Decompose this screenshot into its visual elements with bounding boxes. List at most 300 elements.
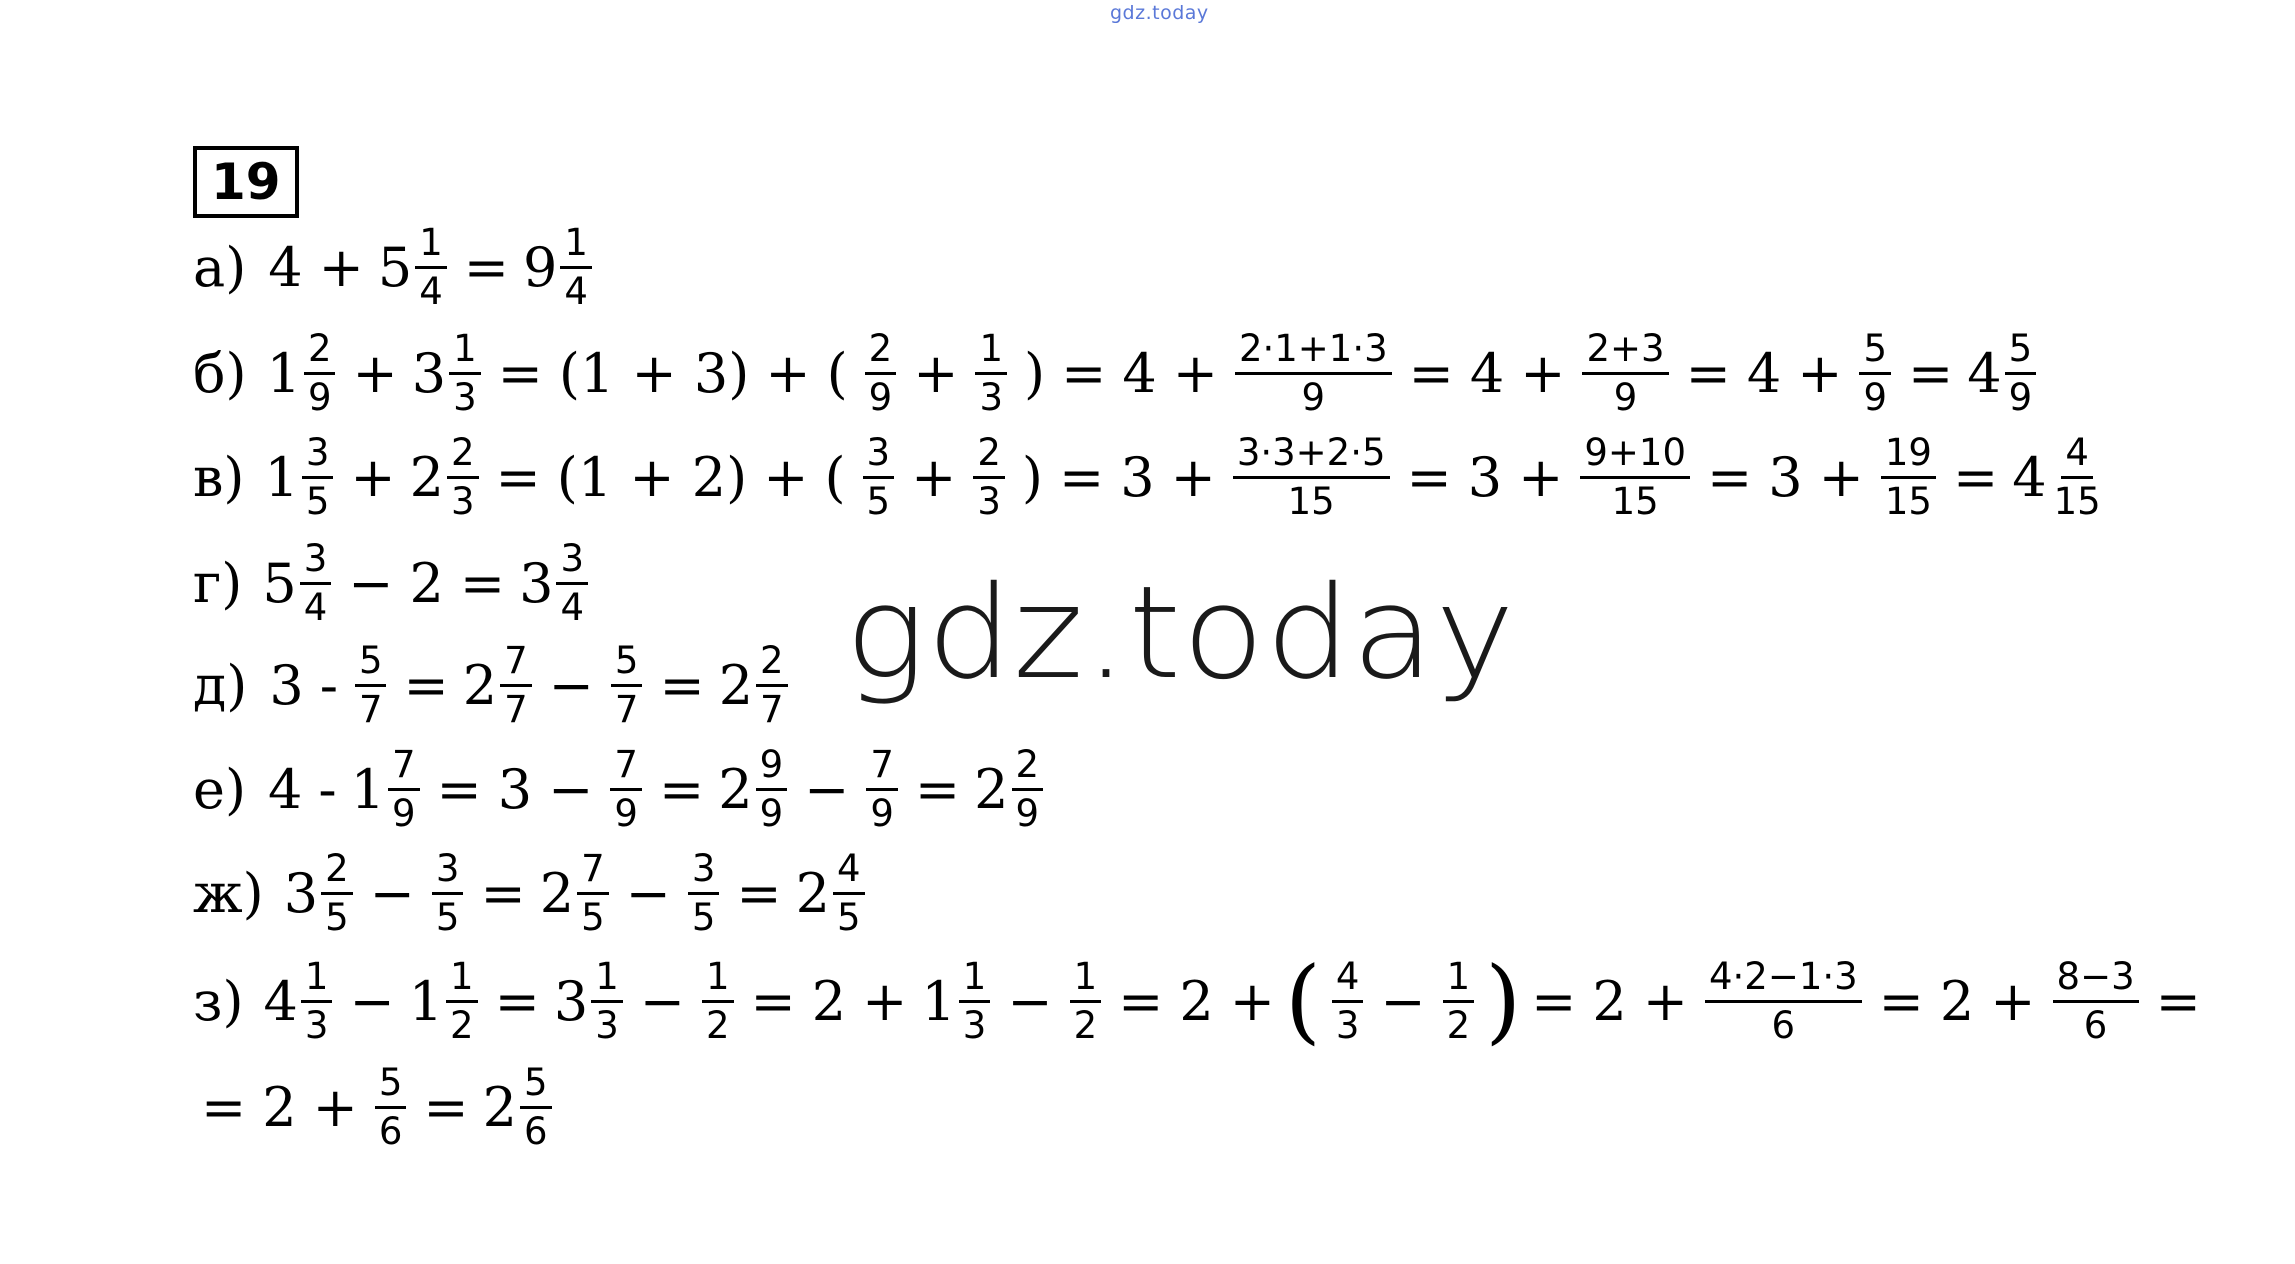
math-token: ) [1024,341,1046,405]
fraction-body [375,1062,407,1152]
fraction-body [432,848,464,938]
math-token: = [1406,445,1452,509]
fraction [2044,956,2148,1046]
math-token: 2 [409,551,444,615]
equation-line [193,212,601,322]
fraction [964,432,1014,522]
math-token: + [1818,445,1864,509]
denominator: 5 [325,895,349,939]
numerator: 2+3 [1582,328,1668,374]
fraction-body [1582,328,1668,418]
numerator: 4 [833,848,865,894]
fraction-body [300,538,332,628]
fraction-body [610,744,642,834]
math-token: − [804,757,850,821]
math-token: − [349,969,395,1033]
mixed-number [258,432,342,522]
fraction [1226,328,1401,418]
fraction-body [560,222,592,312]
fraction-body [388,744,420,834]
whole-part: 3 [283,861,319,925]
denominator: 6 [2083,1003,2108,1047]
math-token: = [436,757,482,821]
numerator: 1 [975,328,1007,374]
denominator: 9 [1301,375,1326,419]
denominator: 15 [2053,479,2101,523]
math-token: = [1408,341,1454,405]
fraction-body [1235,328,1392,418]
numerator: 3 [688,848,720,894]
denominator: 7 [614,687,639,731]
denominator: 5 [581,895,605,939]
equation-line [193,1052,561,1162]
math-token: = [659,653,705,717]
mixed-number [517,222,601,312]
fraction-body [1580,432,1690,522]
math-token: 3 [269,653,304,717]
mixed-number [713,640,797,730]
mixed-number [1961,328,2045,418]
numerator: 2 [1012,744,1044,790]
math-token: = [1685,341,1731,405]
whole-part: 9 [523,235,558,299]
mixed-number [404,432,488,522]
item-label: в) [193,445,245,509]
denominator: 3 [304,1003,329,1047]
numerator: 7 [388,744,420,790]
fraction [854,432,904,522]
math-token: = [423,1075,469,1139]
mixed-number [2006,432,2113,522]
numerator: 2 [447,432,479,478]
math-token: = [914,757,961,821]
denominator: 6 [378,1109,403,1153]
mixed-number [403,956,487,1046]
denominator: 6 [524,1109,548,1153]
math-token: ( [824,445,846,509]
equation-line [193,838,874,948]
math-token: 2 [811,969,847,1033]
item-label: е) [193,757,247,821]
fraction-body [959,956,991,1046]
math-token: 4 [268,235,303,299]
math-token: 4 [1746,341,1782,405]
fraction-body [447,432,479,522]
fraction [679,848,729,938]
item-label: б) [193,341,247,405]
denominator: 3 [595,1003,619,1047]
fraction-body [611,640,643,730]
mixed-number [278,848,362,938]
math-token: = [463,235,510,299]
math-token: = [1707,445,1753,509]
fraction [1571,432,1699,522]
whole-part: 5 [377,235,413,299]
numerator: 5 [355,640,387,686]
numerator: 2 [321,848,353,894]
denominator: 3 [450,479,475,523]
denominator: 7 [504,687,528,731]
denominator: 9 [870,791,894,835]
fraction-body [591,956,623,1046]
math-token: 2 [1592,969,1627,1033]
math-token: = [459,551,506,615]
math-token: = [480,861,526,925]
math-token: + [1520,341,1566,405]
math-token: = [658,757,705,821]
math-token: + [1990,969,2036,1033]
numerator: 9+10 [1580,432,1690,478]
fraction-body [304,328,336,418]
numerator: 2 [973,432,1005,478]
denominator: 4 [564,269,588,313]
fraction-body [702,956,734,1046]
math-token: = [201,1075,247,1139]
numerator: 3 [432,848,464,894]
mixed-number [406,328,490,418]
math-token: = [1878,969,1924,1033]
numerator: 1 [591,956,623,1002]
whole-part: 5 [262,551,297,615]
math-token: 3 [1467,445,1503,509]
math-token: = [497,341,543,405]
denominator: 5 [837,895,861,939]
fraction [1696,956,1871,1046]
fraction-body [1332,956,1364,1046]
fraction-body [520,1062,552,1152]
whole-part: 4 [263,969,298,1033]
math-token: + [763,445,809,509]
denominator: 3 [977,479,1001,523]
math-token: + [312,1075,358,1139]
math-token: = [1907,341,1954,405]
denominator: 2 [450,1003,474,1047]
fraction-body [355,640,387,730]
whole-part: 2 [409,445,444,509]
math-token: + [352,341,398,405]
equation-line [193,946,2209,1056]
equation-line [193,422,2114,532]
math-token: 2 [262,1075,297,1139]
item-label: д) [193,653,248,717]
math-token: − [625,861,671,925]
fraction-body [865,328,897,418]
fraction-body [863,432,895,522]
math-token: 4 [1469,341,1505,405]
math-token: = [495,445,541,509]
math-token: + [862,969,908,1033]
whole-part: 4 [2012,445,2047,509]
whole-part: 2 [795,861,831,925]
large-parenthesis: ) [1485,947,1522,1054]
whole-part: 2 [974,757,1009,821]
math-token: 3 [497,757,533,821]
numerator: 5 [520,1062,552,1108]
numerator: 9 [756,744,788,790]
whole-part: 2 [718,757,753,821]
numerator: 1 [415,222,447,268]
numerator: 2 [304,328,336,374]
mixed-number [712,744,796,834]
fraction-body [975,328,1007,418]
numerator: 1 [702,956,734,1002]
mixed-number [345,744,429,834]
whole-part: 1 [921,969,956,1033]
mixed-number [457,640,541,730]
math-token: 4 [1122,341,1157,405]
fraction-body [756,640,788,730]
math-token: = [1118,969,1164,1033]
fraction [1061,956,1111,1046]
fraction [1573,328,1677,418]
fraction [346,640,396,730]
denominator: 2 [1446,1003,1471,1047]
fraction-body [321,848,353,938]
denominator: 9 [1863,375,1887,419]
math-token: - [318,757,337,821]
numerator: 3·3+2·5 [1233,432,1390,478]
equation-line [193,630,797,740]
denominator: 7 [358,687,383,731]
fraction [366,1062,416,1152]
math-token: − [1380,969,1426,1033]
fraction [1872,432,1945,522]
fraction-body [2050,432,2105,522]
math-token: − [369,861,415,925]
fraction [1434,956,1484,1046]
whole-part: 2 [482,1075,518,1139]
numerator: 7 [610,744,642,790]
numerator: 3 [300,538,332,584]
denominator: 9 [614,791,638,835]
math-token: = [736,861,782,925]
numerator: 2·1+1·3 [1235,328,1392,374]
numerator: 1 [449,328,481,374]
denominator: 9 [759,791,784,835]
math-token: + [1642,969,1688,1033]
math-token: = [1061,341,1107,405]
fraction-body [756,744,788,834]
item-label: ж) [193,861,264,925]
whole-part: 1 [264,445,299,509]
numerator: 7 [577,848,609,894]
math-token: + [1518,445,1564,509]
mixed-number [548,956,632,1046]
fraction [693,956,743,1046]
denominator: 9 [392,791,416,835]
equation-line [193,528,597,638]
denominator: 5 [435,895,460,939]
denominator: 15 [1884,479,1932,523]
math-token: − [1007,969,1053,1033]
item-label: з) [193,969,244,1033]
mixed-number [258,956,342,1046]
denominator: 2 [706,1003,730,1047]
math-token: + [911,445,957,509]
fraction-body [301,956,333,1046]
fraction [601,744,651,834]
denominator: 15 [1611,479,1659,523]
denominator: 9 [1613,375,1638,419]
equation-line [193,734,1052,844]
numerator: 4·2−1·3 [1705,956,1862,1002]
denominator: 3 [453,375,477,419]
fraction-body [1233,432,1390,522]
problem-number-box: 19 [193,146,299,218]
denominator: 3 [962,1003,987,1047]
math-token: − [548,757,594,821]
math-token: (1 + 2) [556,445,748,509]
large-parenthesis: ( [1284,947,1321,1054]
numerator: 1 [560,222,592,268]
denominator: 7 [760,687,784,731]
math-token: = [1058,445,1105,509]
denominator: 5 [866,479,891,523]
whole-part: 2 [462,653,498,717]
fraction-body [1859,328,1891,418]
fraction [1323,956,1373,1046]
fraction-body [1881,432,1936,522]
fraction-body [577,848,609,938]
math-token: 3 [1768,445,1803,509]
math-token: + [1229,969,1275,1033]
numerator: 7 [500,640,532,686]
denominator: 5 [691,895,716,939]
math-token: = [750,969,796,1033]
fraction-body [1070,956,1102,1046]
math-token: = [403,653,449,717]
math-token: = [494,969,540,1033]
math-token: + [1170,445,1216,509]
denominator: 4 [419,269,443,313]
numerator: 1 [959,956,991,1002]
fraction [1850,328,1900,418]
denominator: 9 [1015,791,1040,835]
math-token: 2 [1939,969,1975,1033]
mixed-number [968,744,1052,834]
fraction [423,848,473,938]
math-token: (1 + 3) [558,341,750,405]
mixed-number [256,538,340,628]
math-token: = [1952,445,1999,509]
math-token: + [1797,341,1843,405]
math-token: 3 [1120,445,1155,509]
fraction-body [1705,956,1862,1046]
watermark-top: gdz.today [1110,2,1209,24]
numerator: 1 [1443,956,1475,1002]
fraction [857,744,907,834]
fraction-body [833,848,865,938]
fraction-body [500,640,532,730]
fraction-body [688,848,720,938]
fraction [856,328,906,418]
mixed-number [261,328,345,418]
numerator: 7 [866,744,898,790]
fraction-body [446,956,478,1046]
math-token: + [913,341,959,405]
fraction-body [302,432,334,522]
equation-line [193,318,2045,428]
numerator: 3 [302,432,334,478]
denominator: 9 [868,375,893,419]
math-token: - [319,653,338,717]
numerator: 5 [1859,328,1891,374]
fraction-body [1443,956,1475,1046]
whole-part: 2 [718,653,754,717]
whole-part: 2 [539,861,575,925]
numerator: 2 [865,328,897,374]
fraction-body [415,222,447,312]
mixed-number [372,222,456,312]
denominator: 5 [305,479,330,523]
math-token: + [765,341,811,405]
math-token: + [350,445,396,509]
numerator: 4 [2061,432,2093,478]
math-token: 2 [1179,969,1214,1033]
fraction [602,640,652,730]
mixed-number [915,956,999,1046]
whole-part: 1 [266,341,301,405]
numerator: 1 [446,956,478,1002]
numerator: 1 [301,956,333,1002]
numerator: 1 [1070,956,1102,1002]
fraction [1224,432,1399,522]
denominator: 6 [1771,1003,1796,1047]
mixed-number [477,1062,561,1152]
math-token: ( [826,341,848,405]
denominator: 4 [303,585,328,629]
fraction [966,328,1016,418]
numerator: 5 [375,1062,407,1108]
numerator: 5 [2005,328,2037,374]
whole-part: 3 [519,551,554,615]
math-token: − [639,969,685,1033]
whole-part: 3 [411,341,447,405]
mixed-number [790,848,874,938]
numerator: 5 [611,640,643,686]
denominator: 3 [979,375,1003,419]
denominator: 3 [1335,1003,1360,1047]
math-token: + [1172,341,1218,405]
whole-part: 3 [553,969,589,1033]
denominator: 4 [560,585,585,629]
math-token: 4 [268,757,303,821]
watermark-center: gdz.today [845,559,1516,708]
item-label: г) [193,551,243,615]
mixed-number [534,848,618,938]
denominator: 15 [1287,479,1335,523]
numerator: 19 [1881,432,1936,478]
numerator: 4 [1332,956,1364,1002]
numerator: 3 [863,432,895,478]
fraction-body [973,432,1005,522]
fraction-body [2053,956,2139,1046]
denominator: 9 [307,375,332,419]
fraction-body [556,538,588,628]
whole-part: 1 [350,757,385,821]
math-token: + [318,235,364,299]
numerator: 3 [556,538,588,584]
whole-part: 1 [408,969,444,1033]
math-token: − [548,653,594,717]
numerator: 8−3 [2053,956,2139,1002]
mixed-number [513,538,597,628]
whole-part: 4 [1967,341,2002,405]
math-token: − [348,551,394,615]
fraction-body [2005,328,2037,418]
denominator: 9 [2008,375,2033,419]
math-token: ) [1021,445,1043,509]
